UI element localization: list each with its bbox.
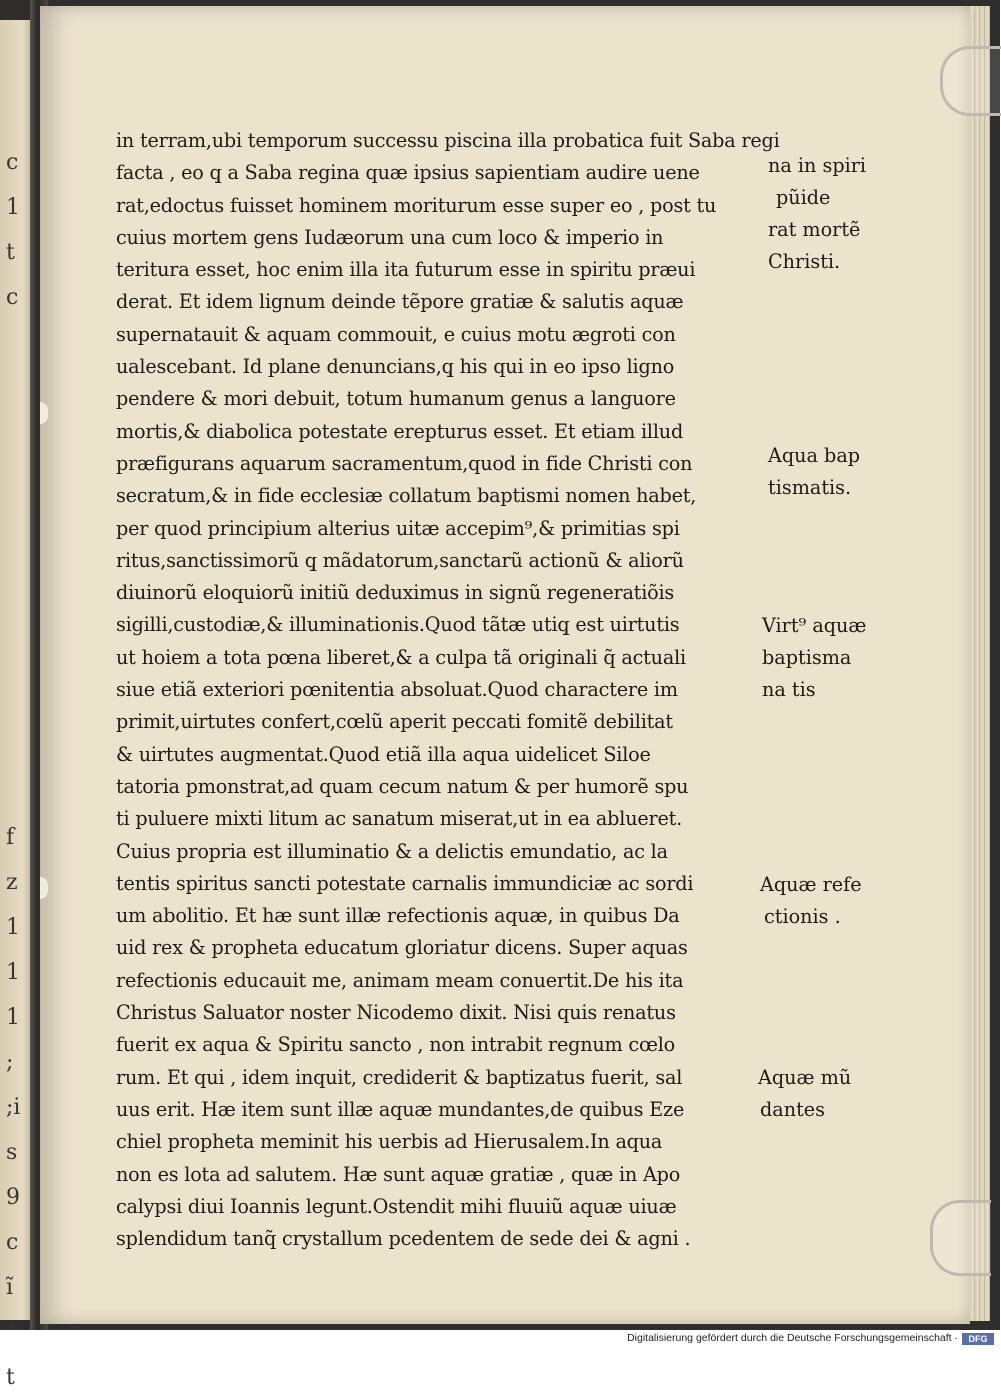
marginal-note: na tis: [762, 678, 816, 701]
text-line: um abolitio. Et hæ sunt illæ refectionis aquæ, in quibus Da: [116, 904, 680, 928]
footer-bar: [0, 1330, 1000, 1348]
text-line: & uirtutes augmentat.Quod etiã illa aqua uidelicet Siloe: [116, 742, 651, 766]
marginal-note: Aquæ mũ: [758, 1066, 852, 1089]
text-line: per quod principium alterius uitæ accepim⁹,& primitias spi: [116, 516, 680, 540]
text-line: diuinorũ eloquiorũ initiũ deduximus in signũ regeneratiõis: [116, 581, 675, 605]
text-line: ritus,sanctissimorũ q̧ mãdatorum,sanctarũ actionũ & aliorũ: [116, 548, 684, 572]
marginal-note: Aquæ refe: [760, 873, 862, 896]
text-line: rat,edoctus fuisset hominem moriturum esse super eo , post tu: [116, 193, 717, 217]
text-line: Cuius propria est illuminatio & a delictis emundatio, ac la: [116, 839, 668, 863]
marginal-note: na in spiri: [768, 154, 867, 177]
text-line: fuerit ex aqua & Spiritu sancto , non intrabit regnum cœlo: [116, 1033, 676, 1057]
page-clip: [930, 1200, 991, 1276]
text-line: ut hoiem a tota pœna liberet,& a culpa tã originali q̃ actuali: [116, 645, 686, 669]
text-line: ti puluere mixti litum ac sanatum miserat,ut in ea ablueret.: [116, 807, 683, 831]
text-line: supernatauit & aquam commouit, e cuius motu ægroti con: [116, 322, 676, 346]
text-line: calypsi diui Ioannis legunt.Ostendit mihi fluuiũ aquæ uiuæ: [116, 1194, 677, 1218]
marginal-note: pũide: [776, 186, 831, 209]
text-line: uus erit. Hæ item sunt illæ aquæ mundantes,de quibus Eze: [116, 1097, 685, 1121]
marginal-note: Christi.: [768, 250, 841, 273]
text-line: secratum,& in fide ecclesiæ collatum baptismi nomen habet,: [116, 484, 697, 508]
text-line: chiel propheta meminit his uerbis ad Hierusalem.In aqua: [116, 1130, 663, 1154]
text-line: derat. Et idem lignum deinde tẽpore gratiæ & salutis aquæ: [116, 290, 684, 314]
marginal-note: Aqua bap: [768, 444, 861, 467]
funding-credit: Digitalisierung gefördert durch die Deutsche Forschungsgemeinschaft ·: [627, 1332, 958, 1344]
page-clip: [940, 46, 1001, 116]
marginal-note: ctionis .: [764, 905, 841, 928]
text-line: Christus Saluator noster Nicodemo dixit. Nisi quis renatus: [116, 1001, 676, 1025]
marginal-note: Virt⁹ aquæ: [762, 614, 867, 637]
text-line: uid rex & propheta educatum gloriatur dicens. Super aquas: [116, 936, 688, 960]
text-line: præfigurans aquarum sacramentum,quod in fide Christi con: [116, 451, 693, 475]
marginal-note: dantes: [760, 1098, 825, 1121]
text-line: refectionis educauit me, animam meam conuertit.De his ita: [116, 968, 684, 992]
text-line: mortis,& diabolica potestate erepturus esset. Et etiam illud: [116, 419, 684, 443]
text-line: tentis spiritus sancti potestate carnalis immundiciæ ac sordi: [116, 871, 694, 895]
text-line: primit,uirtutes confert,cœlũ aperit peccati fomitẽ debilitat: [116, 710, 673, 734]
marginal-note: baptisma: [762, 646, 852, 669]
text-line: splendidum tanq̃ crystallum pcedentem de sede dei & agni .: [116, 1227, 691, 1251]
body-text: [116, 125, 780, 1255]
text-line: teritura esset, hoc enim illa ita futurum esse in spiritu præui: [116, 258, 696, 282]
text-line: cuius mortem gens Iudæorum una cum loco & imperio in: [116, 225, 664, 249]
text-line: non es lota ad salutem. Hæ sunt aquæ gratiæ , quæ in Apo: [116, 1162, 681, 1186]
text-line: in terram,ubi temporum successu piscina illa probatica fuit Saba regi: [116, 129, 780, 152]
text-line: ualescebant. Id plane denuncians,q̧ his qui in eo ipso ligno: [116, 355, 675, 379]
text-line: tatoria pmonstrat,ad quam cecum natum & per humorẽ spu: [116, 774, 689, 798]
dfg-logo: DFG: [962, 1333, 994, 1345]
text-line: siue etiã exteriori pœnitentia absoluat.Quod charactere im: [116, 678, 678, 702]
text-line: rum. Et qui , idem inquit, crediderit & baptizatus fuerit, sal: [116, 1065, 683, 1089]
marginal-note: tismatis.: [768, 476, 852, 499]
adjacent-page-text: c 1 t c f z 1 1 1 ; ;i s 9 c ĩ t: [6, 150, 21, 1390]
text-line: facta , eo q̧ a Saba regina quæ ipsius sapientiam audire uene: [116, 161, 700, 185]
text-line: sigilli,custodiæ,& illuminationis.Quod tãtæ utiq̧ est uirtutis: [116, 613, 680, 637]
text-line: pendere & mori debuit, totum humanum genus a languore: [116, 387, 676, 411]
marginal-note: rat mortẽ: [768, 218, 861, 241]
